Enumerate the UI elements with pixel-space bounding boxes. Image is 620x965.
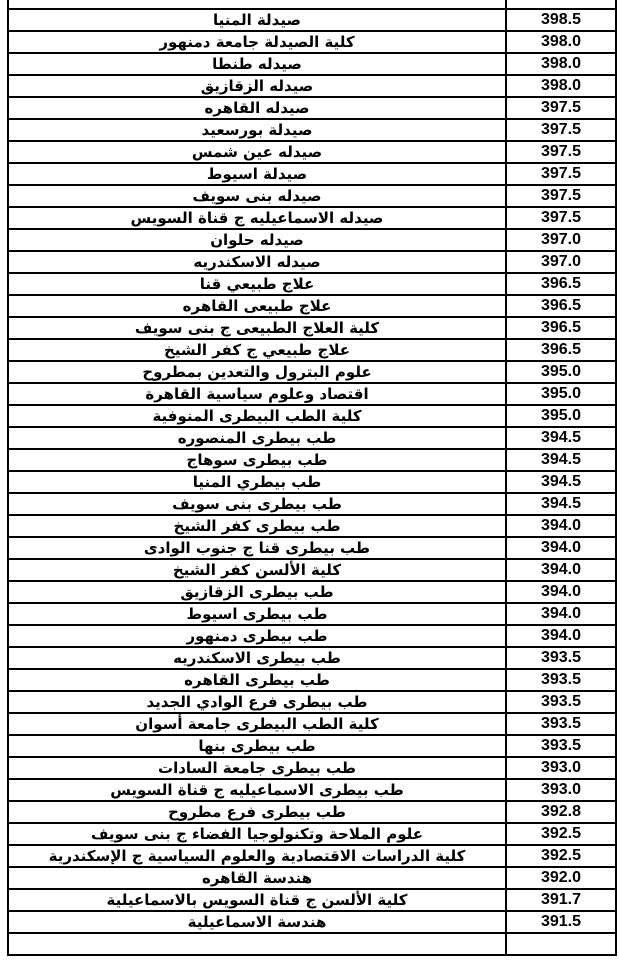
table-row — [8, 933, 616, 955]
table-row — [8, 185, 616, 207]
faculty-name-cell: طب بيطرى الاسكندريه — [8, 647, 506, 669]
table-row — [8, 493, 616, 515]
faculty-name-cell: طب بيطرى الزقازيق — [8, 581, 506, 603]
score-cell: 392.0 — [506, 867, 616, 889]
score-cell: 394.5 — [506, 471, 616, 493]
faculty-name-cell: صيدله طنطا — [8, 53, 506, 75]
score-cell: 397.5 — [506, 163, 616, 185]
score-cell: 394.5 — [506, 493, 616, 515]
table-row — [8, 603, 616, 625]
table-row — [8, 911, 616, 933]
table-row — [8, 339, 616, 361]
score-cell: 395.0 — [506, 383, 616, 405]
score-cell: 394.0 — [506, 625, 616, 647]
score-cell: 394.0 — [506, 515, 616, 537]
table-row — [8, 9, 616, 31]
faculty-name-cell: كلية العلاج الطبيعى ج بنى سويف — [8, 317, 506, 339]
score-cell: 391.7 — [506, 889, 616, 911]
score-cell: 396.5 — [506, 295, 616, 317]
score-cell: 397.5 — [506, 207, 616, 229]
score-cell: 397.5 — [506, 97, 616, 119]
faculty-name-cell: طب بيطرى بنها — [8, 735, 506, 757]
score-cell: 394.0 — [506, 537, 616, 559]
score-cell: 398.0 — [506, 31, 616, 53]
faculty-name-cell: طب بيطرى فرع مطروح — [8, 801, 506, 823]
faculty-name-cell: طب بيطرى جامعة السادات — [8, 757, 506, 779]
table-row — [8, 845, 616, 867]
faculty-name-cell: صيدلة المنيا — [8, 9, 506, 31]
faculty-name-cell: طب بيطرى اسيوط — [8, 603, 506, 625]
table-row — [8, 53, 616, 75]
score-cell: 395.0 — [506, 405, 616, 427]
table-row — [8, 0, 616, 9]
faculty-name-cell: طب بيطري المنيا — [8, 471, 506, 493]
score-cell: 393.5 — [506, 735, 616, 757]
score-cell: 393.0 — [506, 779, 616, 801]
table-row — [8, 559, 616, 581]
table-row — [8, 625, 616, 647]
table-row — [8, 647, 616, 669]
table-row — [8, 801, 616, 823]
faculty-name-cell: طب بيطرى الاسماعيليه ج قناة السويس — [8, 779, 506, 801]
score-cell: 398.0 — [506, 75, 616, 97]
score-cell: 397.5 — [506, 119, 616, 141]
score-cell: 396.5 — [506, 273, 616, 295]
faculty-name-cell: صيدله حلوان — [8, 229, 506, 251]
faculty-name-cell: صيدله الاسكندريه — [8, 251, 506, 273]
faculty-name-cell: كلية الطب البيطرى جامعة أسوان — [8, 713, 506, 735]
faculty-name-cell: طب بيطرى قنا ج جنوب الوادى — [8, 537, 506, 559]
faculty-name-cell: علاج طبيعي ج كفر الشيخ — [8, 339, 506, 361]
score-cell: 394.5 — [506, 449, 616, 471]
faculty-name-cell: صيدله القاهره — [8, 97, 506, 119]
score-cell: 396.5 — [506, 339, 616, 361]
scores-table-body — [8, 0, 616, 955]
score-cell: 394.0 — [506, 603, 616, 625]
score-cell: 392.5 — [506, 823, 616, 845]
score-cell: 396.5 — [506, 317, 616, 339]
table-row — [8, 427, 616, 449]
table-row — [8, 735, 616, 757]
table-row — [8, 405, 616, 427]
score-cell: 392.8 — [506, 801, 616, 823]
table-row — [8, 823, 616, 845]
table-row — [8, 779, 616, 801]
faculty-name-cell: صيدله الزقازيق — [8, 75, 506, 97]
faculty-name-cell: علوم الملاحة وتكنولوجيا الفضاء ج بنى سويف — [8, 823, 506, 845]
table-row — [8, 97, 616, 119]
table-row — [8, 361, 616, 383]
faculty-name-cell: طب بيطرى القاهره — [8, 669, 506, 691]
faculty-name-cell: كلية الصيدلة جامعة دمنهور — [8, 31, 506, 53]
table-row — [8, 757, 616, 779]
faculty-name-cell: اقتصاد وعلوم سياسية القاهرة — [8, 383, 506, 405]
score-cell: 395.0 — [506, 361, 616, 383]
score-cell: 397.5 — [506, 141, 616, 163]
score-cell: 394.5 — [506, 427, 616, 449]
table-row — [8, 537, 616, 559]
table-row — [8, 229, 616, 251]
faculty-name-cell: كلية الألسن كفر الشيخ — [8, 559, 506, 581]
faculty-name-cell: كلية الطب البيطرى المنوفية — [8, 405, 506, 427]
score-cell — [506, 933, 616, 955]
faculty-name-cell: طب بيطرى المنصوره — [8, 427, 506, 449]
table-row — [8, 273, 616, 295]
table-row — [8, 383, 616, 405]
table-row — [8, 251, 616, 273]
table-row — [8, 669, 616, 691]
score-cell: 397.0 — [506, 229, 616, 251]
faculty-name-cell: طب بيطرى كفر الشيخ — [8, 515, 506, 537]
score-cell: 391.5 — [506, 911, 616, 933]
table-row — [8, 867, 616, 889]
table-row — [8, 119, 616, 141]
faculty-name-cell: كلية الألسن ج قناة السويس بالاسماعيلية — [8, 889, 506, 911]
scores-table — [7, 0, 617, 956]
table-row — [8, 889, 616, 911]
table-row — [8, 163, 616, 185]
faculty-name-cell: صيدلة بورسعيد — [8, 119, 506, 141]
faculty-name-cell: علاج طبيعى القاهره — [8, 295, 506, 317]
table-row — [8, 691, 616, 713]
table-row — [8, 75, 616, 97]
table-row — [8, 449, 616, 471]
faculty-name-cell: علاج طبيعي قنا — [8, 273, 506, 295]
table-row — [8, 295, 616, 317]
score-cell: 393.0 — [506, 757, 616, 779]
table-row — [8, 515, 616, 537]
table-row — [8, 471, 616, 493]
table-row — [8, 317, 616, 339]
faculty-name-cell: طب بيطرى سوهاج — [8, 449, 506, 471]
faculty-name-cell: صيدله بنى سويف — [8, 185, 506, 207]
score-cell: 394.0 — [506, 559, 616, 581]
faculty-name-cell: صيدله عين شمس — [8, 141, 506, 163]
score-cell: 393.5 — [506, 691, 616, 713]
faculty-name-cell — [8, 0, 506, 9]
faculty-name-cell: كلية الدراسات الاقتصادية والعلوم السياسية ج الإسكندرية — [8, 845, 506, 867]
table-row — [8, 713, 616, 735]
faculty-name-cell: هندسة الاسماعيلية — [8, 911, 506, 933]
faculty-name-cell — [8, 933, 506, 955]
faculty-name-cell: طب بيطرى بنى سويف — [8, 493, 506, 515]
score-cell: 393.5 — [506, 669, 616, 691]
faculty-name-cell: صيدله الاسماعيليه ج قناة السويس — [8, 207, 506, 229]
score-cell: 393.5 — [506, 647, 616, 669]
score-cell: 393.5 — [506, 713, 616, 735]
score-cell — [506, 0, 616, 9]
score-cell: 398.0 — [506, 53, 616, 75]
faculty-name-cell: طب بيطرى فرع الوادي الجديد — [8, 691, 506, 713]
faculty-name-cell: هندسة القاهره — [8, 867, 506, 889]
faculty-name-cell: صيدلة اسيوط — [8, 163, 506, 185]
score-cell: 394.0 — [506, 581, 616, 603]
score-cell: 397.0 — [506, 251, 616, 273]
score-cell: 398.5 — [506, 9, 616, 31]
faculty-name-cell: علوم البترول والتعدين بمطروح — [8, 361, 506, 383]
table-row — [8, 207, 616, 229]
score-cell: 392.5 — [506, 845, 616, 867]
table-row — [8, 581, 616, 603]
faculty-name-cell: طب بيطرى دمنهور — [8, 625, 506, 647]
table-row — [8, 31, 616, 53]
table-row — [8, 141, 616, 163]
score-cell: 397.5 — [506, 185, 616, 207]
